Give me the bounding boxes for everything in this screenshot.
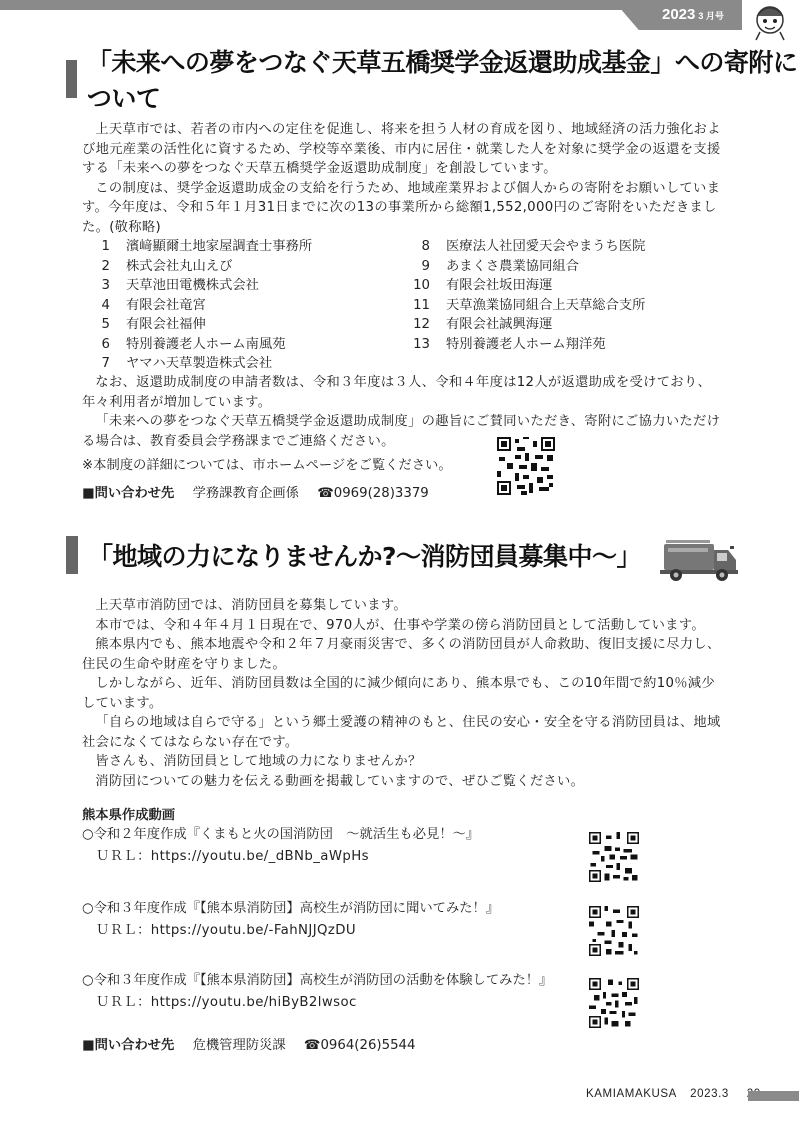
body-paragraph-1: 上天草市消防団では、消防団員を募集しています。 (95, 598, 407, 613)
qr-code-icon[interactable] (589, 832, 639, 882)
section1-intro (82, 120, 726, 237)
video-title: ○令和３年度作成『【熊本県消防団】高校生が消防団の活動を体験してみた！』 (82, 973, 553, 988)
section2-title (66, 536, 641, 574)
section1-outro (82, 373, 726, 451)
body-paragraph-7: 消防団についての魅力を伝える動画を掲載していますので、ぜひご覧ください。 (95, 773, 585, 789)
outro-paragraph-2: 「未来への夢をつなぐ天草五橋奨学金返還助成制度」の趣旨にご賛同いただき、寄附にご協力いただける場合は、教育委員会学務課までご連絡ください。 (82, 414, 721, 449)
body-paragraph-2: 本市では、令和４年４月１日現在で、970人が、仕事や学業の傍ら消防団員として活動しています。 (95, 617, 705, 633)
contact-phone: ☎0969(28)3379 (317, 486, 429, 501)
section1-title (66, 48, 799, 113)
contact-label: ■問い合わせ先 (82, 486, 175, 501)
donor-item: 8 医療法人社団愛天会やまうち医院 (421, 239, 646, 254)
contact-dept: 学務課教育企画係 (192, 486, 299, 501)
donor-item: 9 あまくさ農業協同組合 (421, 258, 579, 274)
title-bar (66, 60, 77, 98)
video-item (82, 898, 499, 942)
donor-item: 2 株式会社丸山えび (101, 258, 233, 274)
donor-item: 11 天草漁業協同組合上天草総合支所 (413, 297, 646, 313)
qr-code-icon[interactable] (589, 906, 639, 956)
body-paragraph-4: しかしながら、近年、消防団員数は全国的に減少傾向にあり、熊本県でも、この10年間で約10％減少しています。 (82, 676, 716, 711)
video-url[interactable]: ＵＲＬ：https://youtu.be/-FahNJJQzDU (96, 923, 357, 938)
section2-contact (82, 1034, 415, 1053)
body-paragraph-5: 「自らの地域は自らで守る」という郷土愛護の精神のもと、住民の安心・安全を守る消防団員は、地域社会になくてはならない存在です。 (82, 715, 721, 750)
donor-item: 7 ヤマハ天草製造株式会社 (101, 356, 273, 371)
outro-paragraph-1: なお、返還助成制度の申請者数は、令和３年度は３人、令和４年度は12人が返還助成を受けており、年々利用者が増加しています。 (82, 375, 712, 410)
header-band (0, 0, 640, 10)
video-url[interactable]: ＵＲＬ：https://youtu.be/_dBNb_aWpHs (96, 849, 369, 864)
donor-item: 4 有限会社竜宮 (101, 297, 206, 313)
section1-contact (82, 482, 429, 501)
donor-item: 12 有限会社誠興海運 (413, 317, 553, 332)
intro-paragraph-1: 上天草市では、若者の市内への定住を促進し、将来を担う人材の育成を図り、地域経済の活力強化および地元産業の活性化に資するため、学校等卒業後、市内に居住・就業した人を対象に奨学金の返還を支援する「未来への夢をつなぐ天草五橋奨学金返還助成制度」を創設しています。 (82, 122, 721, 176)
donor-item: 6 特別養護老人ホーム南風苑 (101, 336, 286, 352)
video-item (82, 970, 552, 1014)
issue-label (662, 6, 724, 23)
donor-item: 5 有限会社福伸 (101, 317, 206, 332)
video-item (82, 824, 479, 868)
contact-label: ■問い合わせ先 (82, 1038, 175, 1053)
issue-year: 2023 (662, 6, 696, 23)
page-footer (586, 1088, 761, 1100)
contact-dept: 危機管理防災課 (192, 1038, 286, 1053)
section2-body (82, 596, 726, 791)
section1-title-text: 「未来への夢をつなぐ天草五橋奨学金返還助成基金」への寄附について (86, 48, 798, 113)
section1-note: ※本制度の詳細については、市ホームページをご覧ください。 (82, 458, 452, 473)
video-title: ○令和３年度作成『【熊本県消防団】高校生が消防団に聞いてみた！』 (82, 901, 500, 916)
contact-phone: ☎0964(26)5544 (303, 1038, 416, 1053)
body-paragraph-6: 皆さんも、消防団員として地域の力になりませんか？ (95, 754, 422, 769)
qr-code-icon[interactable] (497, 437, 555, 495)
donor-item: 1 濱﨑顯爾土地家屋調査士事務所 (101, 239, 313, 254)
page-header (0, 0, 799, 34)
footer-publication: KAMIAMAKUSA (586, 1088, 677, 1100)
donor-item: 13 特別養護老人ホーム翔洋苑 (413, 336, 606, 352)
footer-bar (748, 1091, 799, 1101)
videos-heading: 熊本県作成動画 (82, 808, 176, 823)
qr-code-icon[interactable] (589, 978, 639, 1028)
mascot-icon (748, 2, 792, 42)
footer-issue: 2023.3 (690, 1088, 729, 1100)
video-url[interactable]: ＵＲＬ：https://youtu.be/hiByB2lwsoc (96, 995, 357, 1010)
video-title: ○令和２年度作成『くまもと火の国消防団 ～就活生も必見！～』 (82, 827, 480, 842)
title-bar (66, 536, 78, 574)
body-paragraph-3: 熊本県内でも、熊本地震や令和２年７月豪雨災害で、多くの消防団員が人命救助、復旧支援に尽力し、住民の生命や財産を守りました。 (82, 637, 721, 672)
donor-item: 3 天草池田電機株式会社 (101, 278, 259, 293)
fire-truck-icon (660, 534, 740, 584)
donor-item: 10 有限会社坂田海運 (413, 278, 553, 293)
intro-paragraph-2: この制度は、奨学金返還助成金の支給を行うため、地域産業界および個人からの寄附をお願いしています。今年度は、令和５年１月31日までに次の13の事業所から総額1,552,000円のご寄附をいただきました。(敬称略) (82, 180, 721, 235)
issue-month: 3 月号 (698, 11, 724, 21)
section2-title-text: 「地域の力になりませんか?～消防団員募集中～」 (88, 542, 642, 571)
